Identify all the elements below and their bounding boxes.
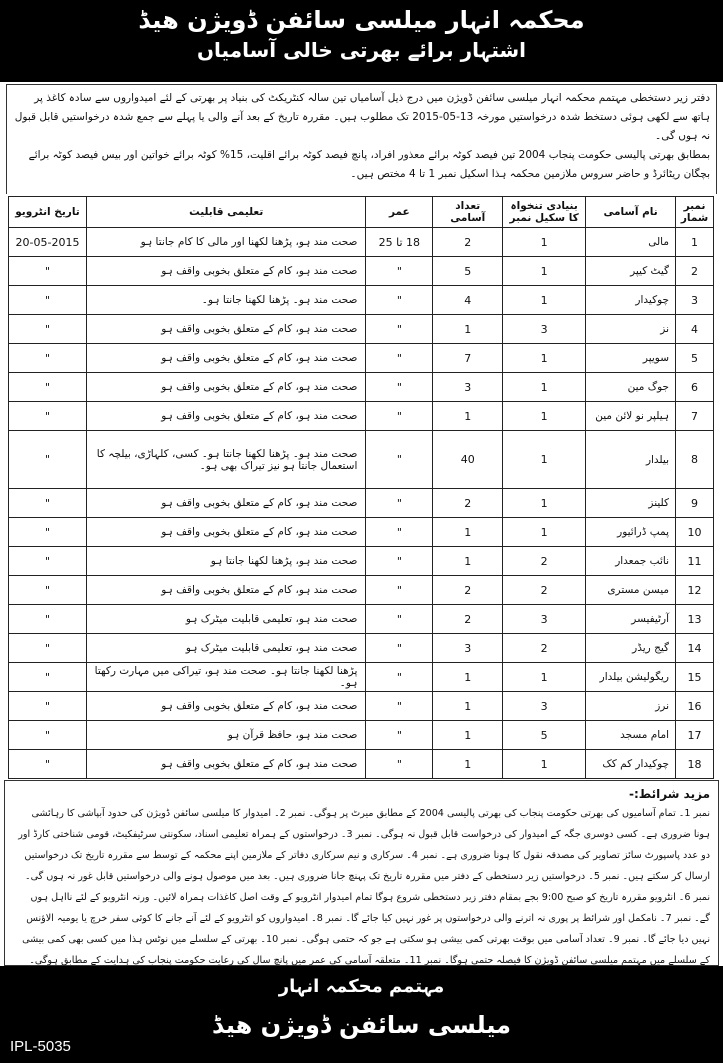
cell-qualification: صحت مند ہو، پڑھنا لکھنا اور مالی کا کام جانتا ہو [86,228,365,257]
cell-serial: 14 [676,634,714,663]
additional-conditions [4,780,719,966]
table-row [9,257,714,286]
cell-scale: 5 [503,721,586,750]
cell-interview-date: " [9,663,87,692]
cell-serial: 7 [676,402,714,431]
cell-interview-date: " [9,576,87,605]
cell-serial: 12 [676,576,714,605]
cell-qualification: صحت مند ہو، کام کے متعلق بخوبی واقف ہو [86,518,365,547]
cell-scale: 2 [503,634,586,663]
cell-scale: 1 [503,257,586,286]
intro-paragraph-1: دفتر زیر دستخطی مہتمم محکمہ انہار میلسی سائفن ڈویژن میں درج ذیل آسامیاں تین سالہ کنٹریکٹ کی بنیاد پر بھرتی کے لئے امیدواروں سے سادہ کاغذ پر ہاتھ سے لکھی ہوئی دستخط شدہ درخواستیں مورخہ 13-05-2015 تک مطلوب ہیں۔ مقررہ تاریخ کے بعد آنے والی یا پہلے سے جمع شدہ درخواستیں قابل قبول نہ ہوں گی۔ [14,92,710,142]
cell-post-name: چوکیدار کم کک [586,750,676,779]
cell-interview-date: " [9,373,87,402]
cell-scale: 2 [503,576,586,605]
cell-scale: 3 [503,315,586,344]
table-row [9,721,714,750]
cell-scale: 1 [503,228,586,257]
table-row [9,692,714,721]
cell-interview-date: " [9,634,87,663]
cell-interview-date: " [9,344,87,373]
cell-serial: 2 [676,257,714,286]
cell-qualification: صحت مند ہو، تعلیمی قابلیت میٹرک ہو [86,605,365,634]
table-row [9,228,714,257]
col-scale: بنیادی تنخواہ کا سکیل نمبر [503,197,586,228]
cell-age: " [366,518,433,547]
cell-count: 40 [433,431,503,489]
cell-serial: 1 [676,228,714,257]
cell-interview-date: " [9,518,87,547]
col-age: عمر [366,197,433,228]
cell-scale: 2 [503,547,586,576]
cell-post-name: ہیلپر نو لائن مین [586,402,676,431]
cell-qualification: پڑھنا لکھنا جانتا ہو۔ صحت مند ہو، تیراکی میں مہارت رکھتا ہو۔ [86,663,365,692]
cell-qualification: صحت مند ہو، کام کے متعلق بخوبی واقف ہو [86,750,365,779]
signatory-division: میلسی سائفن ڈویژن ھیڈ [211,1011,512,1039]
cell-interview-date: " [9,286,87,315]
cell-qualification: صحت مند ہو، حافظ قرآن ہو [86,721,365,750]
cell-serial: 6 [676,373,714,402]
cell-interview-date: " [9,257,87,286]
cell-serial: 3 [676,286,714,315]
cell-post-name: چوکیدار [586,286,676,315]
cell-age: " [366,286,433,315]
conditions-text: نمبر 1۔ تمام آسامیوں کی بھرتی حکومت پنجاب کی بھرتی پالیسی 2004 کے مطابق میرٹ پر ہوگی۔ نمبر 2۔ امیدوار کا میلسی سائفن ڈویژن کی حدود آبپاشی کا رہائشی ہونا ضروری ہے۔ کسی دوسری جگہ کے امیدوار کی درخواست قابل قبول نہ ہوگی۔ نمبر 3۔ درخواستوں کے ہمراہ تعلیمی اسناد، سکونتی سرٹیفکیٹ، قومی شناختی کارڈ اور دو عدد پاسپورٹ سائز تصاویر کی مصدقہ نقول کا ہونا ضروری ہے۔ نمبر 4۔ سرکاری و نیم سرکاری دفاتر کے ملازمین اپنے محکمہ کے توسط سے مقررہ تاریخ تک درخواستیں ارسال کر سکتے ہیں۔ نمبر 5۔ درخواستیں زیر دستخطی کے دفتر میں مقررہ تاریخ تک پہنچ جانا ضروری ہیں۔ بعد میں موصول ہونے والی درخواستیں قابل غور نہ ہوں گی۔ نمبر 6۔ انٹرویو مقررہ تاریخ کو صبح 9:00 بجے بمقام دفتر زیر دستخطی شروع ہوگا تمام امیدوار انٹرویو کے وقت اصل کاغذات ہمراہ لائیں۔ ورنہ انٹرویو کے لئے نااہل ہوں گے۔ نمبر 7۔ نامکمل اور شرائط پر پوری نہ اترنے والی درخواستوں پر غور نہیں کیا جائے گا۔ نمبر 8۔ امیدواروں کو انٹرویو کے لئے آنے جانے کا کوئی سفر خرچ یا یومیہ الاؤنس نہیں دیا جائے گا۔ نمبر 9۔ تعداد آسامی میں بوقت بھرتی کمی بیشی ہو سکتی ہے جو کہ حتمی ہوگی۔ نمبر 10۔ بھرتی کے سلسلے میں نوٹس ہذا میں کسی بھی کمی بیشی کے سلسلے میں مہتمم میلسی سائفن ڈویژن کا فیصلہ حتمی ہوگا۔ نمبر 11۔ متعلقہ آسامی کی عمر میں پانچ سال کی رعایت حکومت پنجاب کی ہدایت کے مطابق ہوگی۔ [18,808,710,966]
table-row [9,518,714,547]
cell-post-name: میسن مستری [586,576,676,605]
cell-post-name: نائب جمعدار [586,547,676,576]
cell-post-name: گیج ریڈر [586,634,676,663]
cell-qualification: صحت مند ہو، کام کے متعلق بخوبی واقف ہو [86,489,365,518]
cell-count: 1 [433,750,503,779]
cell-count: 1 [433,663,503,692]
table-row [9,547,714,576]
cell-count: 1 [433,721,503,750]
table-row [9,489,714,518]
cell-serial: 5 [676,344,714,373]
cell-age: " [366,547,433,576]
cell-scale: 1 [503,286,586,315]
cell-serial: 13 [676,605,714,634]
cell-serial: 4 [676,315,714,344]
cell-count: 1 [433,315,503,344]
signatory-title: مہتمم محکمہ انہار [278,976,445,997]
cell-interview-date: " [9,750,87,779]
cell-count: 7 [433,344,503,373]
table-row [9,402,714,431]
cell-count: 3 [433,634,503,663]
cell-serial: 15 [676,663,714,692]
cell-age: " [366,750,433,779]
cell-scale: 1 [503,373,586,402]
cell-count: 1 [433,692,503,721]
cell-scale: 1 [503,489,586,518]
table-header-row [9,197,714,228]
table-row [9,431,714,489]
cell-serial: 11 [676,547,714,576]
cell-qualification: صحت مند ہو، کام کے متعلق بخوبی واقف ہو [86,576,365,605]
cell-age: " [366,663,433,692]
cell-post-name: ریگولیشن بیلدار [586,663,676,692]
cell-interview-date: 20-05-2015 [9,228,87,257]
cell-qualification: صحت مند ہو، تعلیمی قابلیت میٹرک ہو [86,634,365,663]
cell-serial: 9 [676,489,714,518]
cell-post-name: گیٹ کیپر [586,257,676,286]
cell-post-name: نرز [586,692,676,721]
cell-count: 2 [433,605,503,634]
cell-serial: 17 [676,721,714,750]
cell-count: 5 [433,257,503,286]
table-row [9,315,714,344]
cell-age: " [366,576,433,605]
cell-scale: 1 [503,518,586,547]
cell-count: 3 [433,373,503,402]
cell-age: " [366,605,433,634]
cell-interview-date: " [9,431,87,489]
cell-serial: 10 [676,518,714,547]
col-interview-date: تاریخ انٹرویو [9,197,87,228]
department-title: محکمہ انہار میلسی سائفن ڈویژن ھیڈ [138,6,585,34]
intro-text [6,84,717,194]
col-qualification: تعلیمی قابلیت [86,197,365,228]
cell-qualification: صحت مند ہو۔ پڑھنا لکھنا جانتا ہو۔ [86,286,365,315]
cell-qualification: صحت مند ہو، پڑھنا لکھنا جانتا ہو [86,547,365,576]
cell-post-name: مالی [586,228,676,257]
table-row [9,605,714,634]
cell-post-name: آرٹیفیسر [586,605,676,634]
cell-count: 2 [433,228,503,257]
cell-scale: 3 [503,692,586,721]
cell-count: 2 [433,576,503,605]
cell-count: 1 [433,547,503,576]
cell-serial: 18 [676,750,714,779]
cell-scale: 1 [503,750,586,779]
cell-age: " [366,721,433,750]
cell-scale: 1 [503,344,586,373]
ad-code: IPL-5035 [10,1038,71,1055]
cell-count: 2 [433,489,503,518]
table-row [9,373,714,402]
cell-scale: 1 [503,663,586,692]
cell-post-name: سویپر [586,344,676,373]
cell-interview-date: " [9,402,87,431]
table-row [9,663,714,692]
ad-subtitle: اشتہار برائے بھرتی خالی آسامیاں [196,38,527,62]
col-post-name: نام آسامی [586,197,676,228]
vacancies-table [8,196,714,779]
cell-scale: 3 [503,605,586,634]
cell-scale: 1 [503,431,586,489]
cell-count: 1 [433,402,503,431]
cell-serial: 8 [676,431,714,489]
cell-post-name: نز [586,315,676,344]
cell-qualification: صحت مند ہو، کام کے متعلق بخوبی واقف ہو [86,315,365,344]
cell-age: " [366,692,433,721]
cell-count: 1 [433,518,503,547]
cell-qualification: صحت مند ہو، کام کے متعلق بخوبی واقف ہو [86,344,365,373]
cell-qualification: صحت مند ہو، کام کے متعلق بخوبی واقف ہو [86,402,365,431]
cell-post-name: امام مسجد [586,721,676,750]
cell-interview-date: " [9,692,87,721]
table-row [9,750,714,779]
cell-age: " [366,315,433,344]
cell-age: " [366,431,433,489]
intro-paragraph-2: بمطابق بھرتی پالیسی حکومت پنجاب 2004 تین فیصد کوٹہ برائے معذور افراد، پانچ فیصد کوٹہ برائے اقلیت، 15% کوٹہ برائے خواتین اور بیس فیصد کوٹہ برائے بچگان ریٹائرڈ و حاضر سروس ملازمین محکمہ ہذا اسکیل نمبر 1 تا 4 مختص ہیں۔ [28,149,710,180]
cell-age: " [366,344,433,373]
cell-age: " [366,373,433,402]
cell-interview-date: " [9,721,87,750]
ad-header [0,0,723,82]
cell-interview-date: " [9,315,87,344]
cell-age: " [366,489,433,518]
cell-age: " [366,402,433,431]
cell-scale: 1 [503,402,586,431]
cell-qualification: صحت مند ہو، کام کے متعلق بخوبی واقف ہو [86,257,365,286]
cell-post-name: جوگ مین [586,373,676,402]
table-row [9,344,714,373]
cell-interview-date: " [9,547,87,576]
conditions-title: مزید شرائط:- [628,787,710,801]
cell-age: " [366,257,433,286]
table-row [9,634,714,663]
table-row [9,576,714,605]
table-row [9,286,714,315]
cell-age: 18 تا 25 [366,228,433,257]
cell-serial: 16 [676,692,714,721]
cell-qualification: صحت مند ہو، کام کے متعلق بخوبی واقف ہو [86,373,365,402]
cell-age: " [366,634,433,663]
cell-qualification: صحت مند ہو۔ پڑھنا لکھنا جانتا ہو۔ کسی، کلہاڑی، بیلچہ کا استعمال جانتا ہو نیز تیراک بھی ہو۔ [86,431,365,489]
cell-post-name: پمپ ڈرائیور [586,518,676,547]
col-count: تعداد آسامی [433,197,503,228]
cell-post-name: بیلدار [586,431,676,489]
cell-interview-date: " [9,605,87,634]
cell-post-name: کلینز [586,489,676,518]
col-serial: نمبر شمار [676,197,714,228]
cell-qualification: صحت مند ہو، کام کے متعلق بخوبی واقف ہو [86,692,365,721]
cell-interview-date: " [9,489,87,518]
ad-footer [0,966,723,1063]
cell-count: 4 [433,286,503,315]
